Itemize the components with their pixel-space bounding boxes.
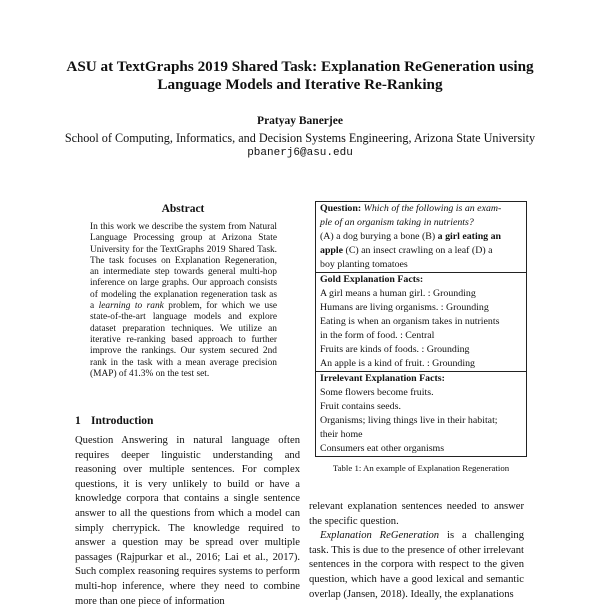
- irrelevant-facts-section: [316, 371, 526, 456]
- irrelevant-fact: Organisms; living things live in their habitat;: [320, 415, 498, 426]
- options-line-1: [320, 230, 523, 244]
- gold-facts-label: Gold Explanation Facts: [320, 274, 420, 285]
- irrelevant-fact: Fruit contains seeds.: [320, 401, 401, 412]
- options-line-3: boy planting tomatoes: [320, 259, 408, 270]
- paper-title-line-2: Language Models and Iterative Re-Ranking: [157, 76, 443, 93]
- options-line-2: [320, 244, 523, 258]
- correct-answer-2: apple: [320, 245, 344, 256]
- question-label: Question:: [320, 203, 362, 214]
- irrelevant-fact: Some flowers become fruits.: [320, 387, 434, 398]
- gold-facts-section: [316, 272, 526, 371]
- abstract-heading: Abstract: [161, 203, 205, 215]
- gold-fact: Humans are living organisms. : Grounding: [320, 302, 489, 313]
- right-para-2-emphasis: Explanation ReGeneration: [320, 530, 440, 542]
- irrelevant-facts-label: Irrelevant Explanation Facts: [320, 373, 442, 384]
- abstract-body: [90, 222, 277, 380]
- gold-fact: Fruits are kinds of foods. : Grounding: [320, 344, 470, 355]
- author-name: Pratyay Banerjee: [257, 115, 343, 127]
- question-line-2: [320, 216, 523, 230]
- introduction-paragraph: Question Answering in natural language often requires deeper linguistic understanding and reasoning over multiple sentences. For complex questions, it is very unlikely to build or have a knowledge corpora that contains a single sentence answer to all the questions from which a model can simply cherrypick. The knowledge required to answer a question may be spread over multiple passages (Rajpurkar et al., 2016; Lai et al., 2017). Such complex reasoning requires systems to perform multi-hop inference, where they need to combine more than one piece of information: [75, 435, 300, 607]
- paper-title-line-1: ASU at TextGraphs 2019 Shared Task: Explanation ReGeneration using: [66, 58, 534, 75]
- options-text-1a: (A) a dog burying a bone (B): [320, 231, 438, 242]
- section-heading: [75, 415, 153, 427]
- question-section: [316, 202, 526, 272]
- example-table: [315, 201, 527, 457]
- gold-fact: Eating is when an organism takes in nutrients: [320, 316, 500, 327]
- gold-facts-heading: Gold Explanation Facts:: [320, 274, 424, 285]
- options-text-2b: (C) an insect crawling on a leaf (D) a: [343, 245, 493, 256]
- paper-title: [40, 58, 560, 94]
- question-text-2: ple of an organism taking in nutrients?: [320, 217, 474, 228]
- right-para-2: is a challenging task. This is due to the presence of other irrelevant sentences in the corpora with respect to the given question, which have a good lexical and semantic overlap (Jansen, 2018). Ideally, the explanations: [309, 530, 524, 600]
- section-number: 1: [75, 415, 81, 427]
- gold-fact: An apple is a kind of fruit. : Grounding: [320, 358, 475, 369]
- gold-fact: A girl means a human girl. : Grounding: [320, 288, 476, 299]
- irrelevant-facts-heading: Irrelevant Explanation Facts:: [320, 373, 445, 384]
- author-affiliation: School of Computing, Informatics, and Decision Systems Engineering, Arizona State University: [64, 131, 536, 145]
- irrelevant-fact: Consumers eat other organisms: [320, 443, 445, 454]
- table-caption: Table 1: An example of Explanation Regeneration: [332, 463, 510, 473]
- author-email: pbanerj6@asu.edu: [247, 147, 353, 159]
- abstract-text-a: In this work we describe the system from Natural Language Processing group at Arizona State University for the TextGraphs 2019 Shared Task. The task focuses on Explanation Regeneration, an intermediate step towards general multi-hop inference on large graphs. Our approach consists of modeling the explanation regeneration task as a: [90, 222, 277, 312]
- right-column-text: [309, 500, 524, 602]
- right-para-1: relevant explanation sentences needed to answer the specific question.: [309, 501, 524, 527]
- abstract-text-b: problem, for which we use state-of-the-art language models and explore dataset preparation techniques. We utilize an iterative re-ranking based approach to further improve the rankings. Our system secured 2nd rank in the task with a mean average precision (MAP) of 41.3% on the test set.: [90, 301, 278, 379]
- correct-answer-1: a girl eating an: [437, 231, 502, 242]
- abstract-emphasis: learning to rank: [98, 301, 164, 312]
- question-text-1: Which of the following is an exam-: [363, 203, 502, 214]
- gold-fact: in the form of food. : Central: [320, 330, 435, 341]
- question-line-1: [320, 202, 523, 216]
- section-title: Introduction: [91, 415, 154, 427]
- irrelevant-fact: their home: [320, 429, 363, 440]
